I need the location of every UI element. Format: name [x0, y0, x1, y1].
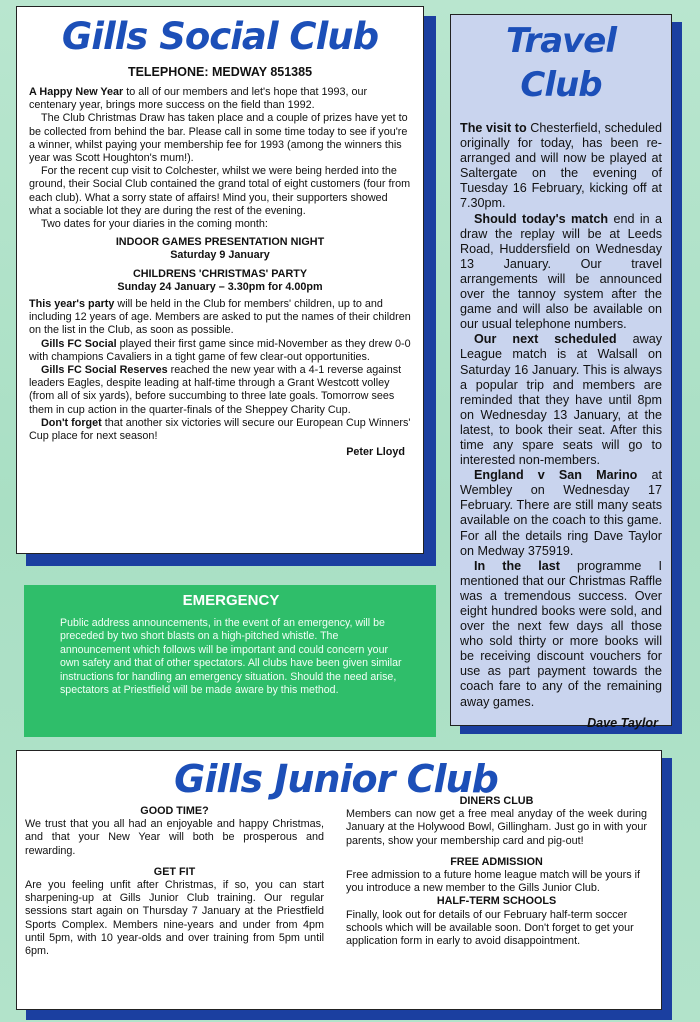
social-paragraph: The Club Christmas Draw has taken place and a couple of prizes have yet to be collected from behind the bar. Please call in some time today to see if you're a winner, whilst paying your membership fee for 1993 (among the winners this year was Scott Houghton's mum!).: [29, 112, 408, 165]
social-paragraph: For the recent cup visit to Colchester, whilst we were being herded into the ground, their Social Club contained the grand total of eight customers (four from each club). What a sorry state of affairs! Mind you, their supporters showed what a sociable lot they are during the rest of the evening.: [29, 165, 411, 217]
junior-club-title: Gills Junior Club: [174, 757, 498, 801]
social-paragraph: This year's party will be held in the Club for members' children, up to and including 12 years of age. Members are asked to put the names of their children on the list in the Club, as soon as possible.: [29, 298, 411, 337]
travel-club-panel: [450, 14, 672, 730]
travel-club-title: Travel Club: [505, 21, 617, 105]
travel-paragraph: In the last programme I mentioned that our Christmas Raffle was a tremendous success. Over eight hundred books were sold, and over the next few days all those who sold thirty or more books will be receiving discount vouchers for use as part payment towards the coach fare to any of the remaining away games.: [460, 558, 663, 709]
junior-club-panel: [16, 750, 662, 1010]
junior-heading: DINERS CLUB: [459, 795, 534, 807]
social-club-panel: [16, 6, 424, 554]
event-title: CHILDRENS 'CHRISTMAS' PARTY: [132, 267, 308, 280]
junior-heading: FREE ADMISSION: [450, 855, 543, 868]
emergency-panel: [24, 585, 436, 737]
social-telephone: TELEPHONE: MEDWAY 851385: [127, 65, 313, 79]
junior-text: We trust that you all had an enjoyable and happy Christmas, and that your New Year will both be prosperous and rewarding.: [25, 818, 324, 857]
junior-heading: HALF-TERM SCHOOLS: [436, 895, 557, 908]
emergency-text: Public address announcements, in the event of an emergency, will be preceded by two short blasts on a high-pitched whistle. The announcement which follows will be important and could concern your own safety and that of other spectators. All clubs have been given similar instructions for handling an emergency situation. Should the need arise, spectators at Priestfield will be made aware by this method.: [60, 617, 402, 697]
social-signature: Peter Lloyd: [346, 446, 405, 459]
junior-heading: GET FIT: [153, 865, 196, 878]
event-date: Saturday 9 January: [170, 249, 270, 262]
travel-paragraph: The visit to Chesterfield, scheduled originally for today, has been re-arranged and will now be played at Saltergate on the evening of Tuesday 16 February, kicking off at 7.30pm.: [460, 121, 662, 211]
junior-text: Members can now get a free meal anyday of the week during January at the Holywood Bowl, Gillingham. Just go in with your parents, show your membership card and pig-out!: [346, 808, 647, 847]
social-paragraph: Don't forget that another six victories will secure our European Cup Winners' Cup place for next season!: [29, 416, 411, 443]
social-paragraph: Gills FC Social Reserves reached the new year with a 4-1 reverse against leaders Eagles, despite leading at half-time through a Grant Westcott volley (from all of six yards), before succumbing to three late goals. Tomorrow sees them in cup action in the quarter-finals of the Sheppey Charity Cup.: [29, 364, 402, 416]
event-date: Sunday 24 January – 3.30pm for 4.00pm: [117, 280, 323, 293]
travel-paragraph: Our next scheduled away League match is at Walsall on Saturday 16 January. This is always a popular trip and members are reminded that they have until 8pm on Wednesday 13 January, at the latest, to book their seat. After this time any spare seats will go to interested non-members.: [460, 332, 662, 468]
travel-paragraph: England v San Marino at Wembley on Wednesday 17 February. There are still many seats available on the coach to this game. For all the details ring Dave Taylor on Medway 375919.: [460, 468, 662, 558]
event-title: INDOOR GAMES PRESENTATION NIGHT: [115, 236, 325, 249]
junior-heading: GOOD TIME?: [140, 805, 209, 817]
social-paragraph: Gills FC Social played their first game since mid-November as they drew 0-0 with champions Cavaliers in a tight game of few clear-out opportunities.: [29, 337, 411, 363]
travel-paragraph: Should today's match end in a draw the replay will be at Leeds Road, Huddersfield on Wednesday 13 January. Our travel arrangements will be announced over the tannoy system after the game and will also be available on our usual telephone numbers.: [460, 211, 662, 332]
social-paragraph: Two dates for your diaries in the coming month:: [41, 218, 268, 231]
junior-text: Free admission to a future home league match will be yours if you introduce a new member to the Gills Junior Club.: [346, 869, 641, 895]
emergency-title: EMERGENCY: [182, 592, 280, 609]
social-paragraph: A Happy New Year to all of our members and let's hope that 1993, our centenary year, brings more success on the field than 1992.: [29, 86, 368, 112]
junior-text: Finally, look out for details of our February half-term soccer schools which will be available soon. Don't forget to get your application form in early to avoid disappointment.: [346, 908, 634, 948]
social-club-title: Gills Social Club: [61, 15, 379, 58]
travel-signature: Dave Taylor: [587, 715, 658, 730]
junior-text: Are you feeling unfit after Christmas, if so, you can start sharpening-up at Gills Junior Club training. Our regular sessions start again on Thursday 7 January at the Priestfield Sports Complex. Members nine-years and under from 4pm until 5pm, with 10 year-olds and over training from 5pm until 6pm.: [25, 879, 324, 958]
